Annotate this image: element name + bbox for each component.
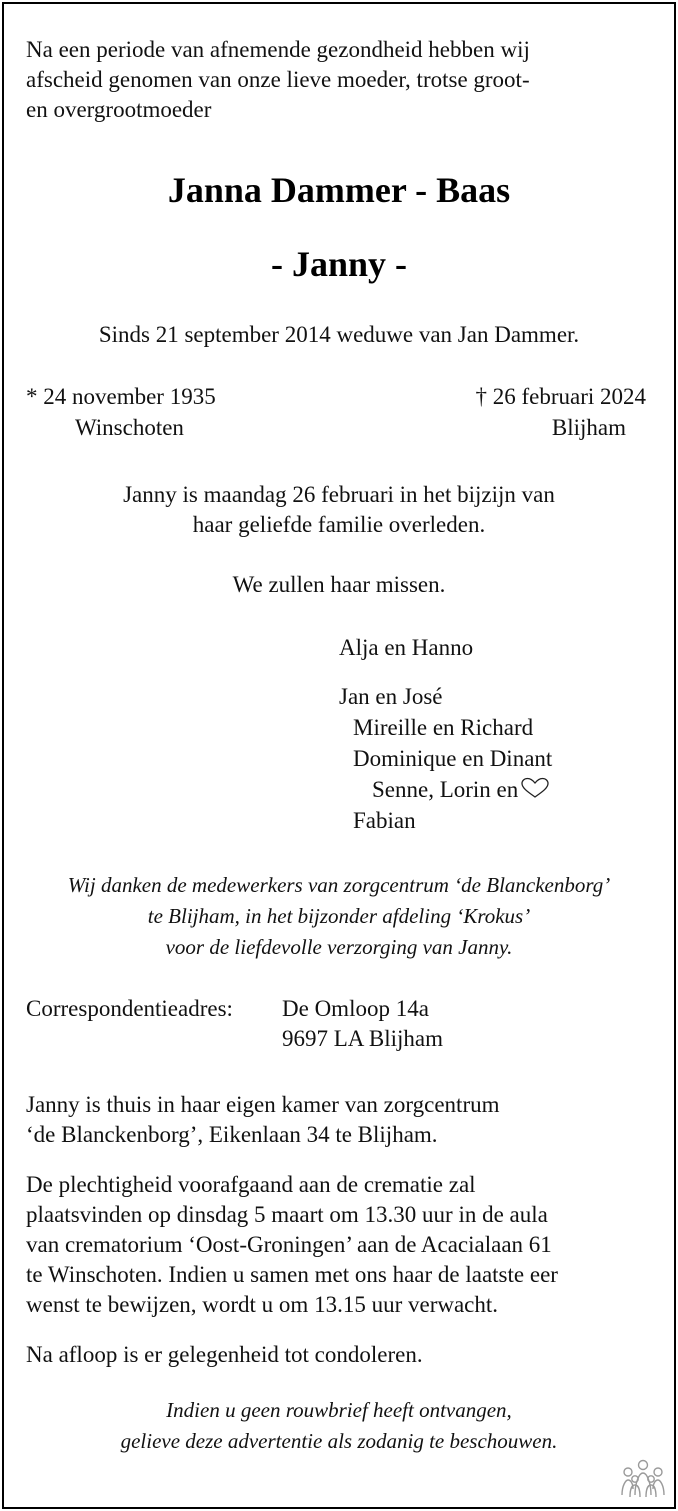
thanks-line: Wij danken de medewerkers van zorgcentrum ‘de Blanckenborg’	[67, 873, 611, 897]
deceased-nickname: - Janny -	[270, 244, 408, 284]
thanks-text	[4, 870, 674, 963]
family-grandchildren-row	[372, 774, 552, 805]
intro-line: afscheid genomen van onze lieve moeder, trotse groot-	[26, 67, 530, 92]
ceremony-line: De plechtigheid voorafgaand aan de crematie zal	[26, 1172, 476, 1197]
address-line: De Omloop 14a	[282, 996, 429, 1021]
heart-outline-icon	[520, 777, 550, 799]
obituary-notice	[2, 2, 676, 1509]
final-notice-line: Indien u geen rouwbrief heeft ontvangen,	[166, 1398, 512, 1422]
family-spacer	[4, 663, 552, 681]
intro-text	[26, 35, 530, 125]
family-last: Fabian	[353, 808, 416, 833]
passing-line: Janny is maandag 26 februari in het bijzijn van	[123, 482, 555, 507]
birth-date: * 24 november 1935	[26, 384, 216, 409]
family-child: Mireille en Richard	[353, 715, 534, 740]
ceremony-line: van crematorium ‘Oost-Groningen’ aan de Acacialaan 61	[26, 1232, 552, 1257]
widow-line: Sinds 21 september 2014 weduwe van Jan Dammer.	[98, 322, 580, 347]
thanks-line: te Blijham, in het bijzonder afdeling ‘Krokus’	[147, 904, 531, 928]
family-group-2-head: Jan en José	[339, 684, 443, 709]
ceremony-line: wenst te bewijzen, wordt u om 13.15 uur verwacht.	[26, 1292, 499, 1317]
passing-line: haar geliefde familie overleden.	[192, 512, 486, 537]
ceremony-line: plaatsvinden op dinsdag 5 maart om 13.30 uur in de aula	[26, 1202, 548, 1227]
address-line: 9697 LA Blijham	[282, 1026, 443, 1051]
people-group-icon	[620, 1459, 666, 1499]
home-text	[26, 1090, 500, 1150]
passing-text	[4, 480, 674, 540]
miss-text: We zullen haar missen.	[232, 572, 446, 597]
condolence-text: Na afloop is er gelegenheid tot condoleren.	[26, 1342, 423, 1367]
thanks-line: voor de liefdevolle verzorging van Janny.	[165, 935, 513, 959]
deceased-name: Janna Dammer - Baas	[167, 170, 511, 210]
family-list	[4, 632, 552, 836]
final-notice	[4, 1395, 674, 1457]
death-place: Blijham	[551, 415, 626, 440]
death-date: † 26 februari 2024	[475, 384, 646, 409]
family-group-1: Alja en Hanno	[339, 635, 474, 660]
ceremony-text	[26, 1170, 558, 1320]
intro-line: en overgrootmoeder	[26, 97, 212, 122]
family-grandchildren: Senne, Lorin en	[372, 777, 519, 802]
ceremony-line: te Winschoten. Indien u samen met ons haar de laatste eer	[26, 1262, 558, 1287]
home-line: ‘de Blanckenborg’, Eikenlaan 34 te Blijham.	[26, 1122, 438, 1147]
correspondence-label: Correspondentieadres:	[26, 996, 233, 1021]
final-notice-line: gelieve deze advertentie als zodanig te beschouwen.	[120, 1429, 558, 1453]
family-child: Dominique en Dinant	[353, 746, 553, 771]
home-line: Janny is thuis in haar eigen kamer van zorgcentrum	[26, 1092, 500, 1117]
birth-place: Winschoten	[75, 415, 184, 440]
correspondence-address	[282, 994, 443, 1054]
intro-line: Na een periode van afnemende gezondheid hebben wij	[26, 37, 530, 62]
